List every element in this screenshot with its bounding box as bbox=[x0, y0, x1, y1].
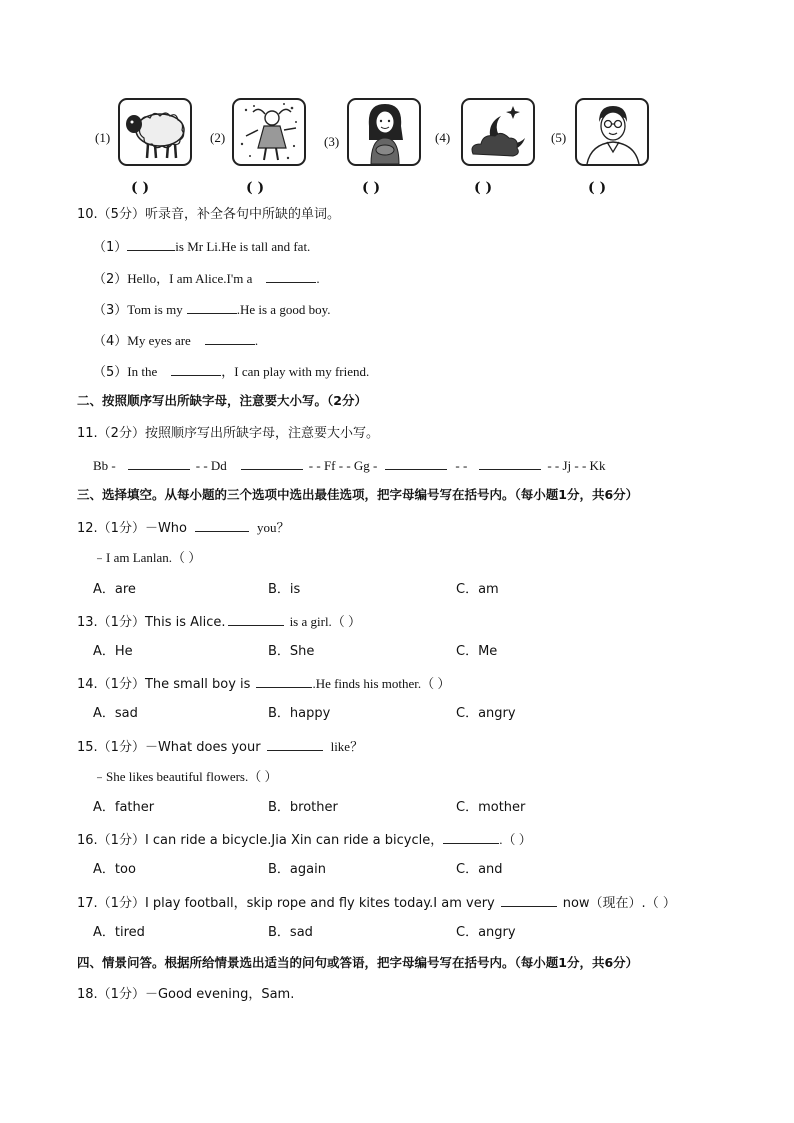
q15-line2: ﹣She likes beautiful flowers.（ ） bbox=[93, 769, 278, 784]
answer-paren-3[interactable]: ( ) bbox=[362, 180, 381, 196]
q10-item-4: （4）My eyes are . bbox=[93, 333, 259, 349]
q10-blank-2[interactable] bbox=[266, 271, 316, 283]
girl-in-wind-icon bbox=[232, 98, 306, 166]
q10-title: 10.（5分）听录音，补全各句中所缺的单词。 bbox=[77, 207, 340, 222]
q17-option-b[interactable]: B．sad bbox=[268, 925, 313, 940]
q17-blank[interactable] bbox=[501, 895, 557, 907]
q16-blank[interactable] bbox=[443, 832, 499, 844]
answer-paren-4[interactable]: ( ) bbox=[474, 180, 493, 196]
q13-blank[interactable] bbox=[228, 614, 284, 626]
q11-sequence: Bb - - - Dd - - Ff - - Gg - - - - - Jj - - Kk bbox=[93, 458, 606, 473]
q11-blank-1[interactable] bbox=[128, 458, 190, 470]
answer-paren-1[interactable]: ( ) bbox=[131, 180, 150, 196]
q15-option-a[interactable]: A．father bbox=[93, 800, 155, 815]
q10-item-5: （5）In the ，I can play with my friend. bbox=[93, 364, 370, 380]
q14-option-a[interactable]: A．sad bbox=[93, 706, 138, 721]
picture-row bbox=[0, 98, 794, 173]
picture-label-4: (4) bbox=[435, 130, 451, 145]
moon-and-cloud-icon bbox=[461, 98, 535, 166]
q13-stem: 13.（1分）This is Alice. is a girl.（ ） bbox=[77, 614, 362, 630]
q17-option-c[interactable]: C．angry bbox=[456, 925, 516, 940]
q16-option-b[interactable]: B．again bbox=[268, 862, 326, 877]
sheep-icon bbox=[118, 98, 192, 166]
man-with-glasses-icon bbox=[575, 98, 649, 166]
section-4-title: 四、情景问答。根据所给情景选出适当的问句或答语，把字母编号写在括号内。（每小题1分，共6分） bbox=[77, 955, 639, 970]
q16-option-c[interactable]: C．and bbox=[456, 862, 503, 877]
q13-option-b[interactable]: B．She bbox=[268, 644, 315, 659]
q15-option-c[interactable]: C．mother bbox=[456, 800, 526, 815]
q12-option-b[interactable]: B．is bbox=[268, 582, 301, 597]
answer-paren-5[interactable]: ( ) bbox=[588, 180, 607, 196]
picture-label-2: (2) bbox=[210, 130, 226, 145]
q10-blank-1[interactable] bbox=[127, 239, 175, 251]
q14-stem: 14.（1分）The small boy is .He finds his mother.（ ） bbox=[77, 676, 451, 692]
picture-label-5: (5) bbox=[551, 130, 567, 145]
q10-item-1: （1） is Mr Li.He is tall and fat. bbox=[93, 239, 311, 255]
q10-item-3: （3）Tom is my .He is a good boy. bbox=[93, 302, 331, 318]
q12-stem: 12.（1分）－Who you？ bbox=[77, 520, 290, 536]
q10-blank-5[interactable] bbox=[171, 364, 221, 376]
q10-item-2: （2）Hello，I am Alice.I'm a . bbox=[93, 271, 320, 287]
q15-stem: 15.（1分）－What does your like？ bbox=[77, 739, 364, 755]
q16-option-a[interactable]: A．too bbox=[93, 862, 136, 877]
q12-option-a[interactable]: A．are bbox=[93, 582, 136, 597]
answer-paren-2[interactable]: ( ) bbox=[246, 180, 265, 196]
q12-blank[interactable] bbox=[195, 520, 249, 532]
q18-stem: 18.（1分）－Good evening，Sam. bbox=[77, 987, 295, 1002]
section-2-title: 二、按照顺序写出所缺字母，注意要大小写。（2分） bbox=[77, 393, 367, 408]
q14-blank[interactable] bbox=[256, 676, 312, 688]
q13-option-c[interactable]: C．Me bbox=[456, 644, 498, 659]
woman-icon bbox=[347, 98, 421, 166]
q11-blank-3[interactable] bbox=[385, 458, 447, 470]
q15-blank[interactable] bbox=[267, 739, 323, 751]
q12-line2: ﹣I am Lanlan.（ ） bbox=[93, 550, 202, 565]
q11-blank-2[interactable] bbox=[241, 458, 303, 470]
q14-option-c[interactable]: C．angry bbox=[456, 706, 516, 721]
q10-blank-4[interactable] bbox=[205, 333, 255, 345]
q15-option-b[interactable]: B．brother bbox=[268, 800, 338, 815]
q14-option-b[interactable]: B．happy bbox=[268, 706, 331, 721]
picture-label-3: (3) bbox=[324, 134, 340, 149]
q10-blank-3[interactable] bbox=[187, 302, 237, 314]
section-3-title: 三、选择填空。从每小题的三个选项中选出最佳选项，把字母编号写在括号内。（每小题1分，共6分） bbox=[77, 487, 639, 502]
q12-option-c[interactable]: C．am bbox=[456, 582, 499, 597]
q11-blank-4[interactable] bbox=[479, 458, 541, 470]
picture-label-1: (1) bbox=[95, 130, 111, 145]
q11-title: 11.（2分）按照顺序写出所缺字母，注意要大小写。 bbox=[77, 426, 379, 441]
q17-stem: 17.（1分）I play football，skip rope and fly kites today.I am very now（现在）.（ ） bbox=[77, 896, 676, 911]
q16-stem: 16.（1分）I can ride a bicycle.Jia Xin can ride a bicycle， .（ ） bbox=[77, 832, 532, 848]
q13-option-a[interactable]: A．He bbox=[93, 644, 133, 659]
q17-option-a[interactable]: A．tired bbox=[93, 925, 145, 940]
